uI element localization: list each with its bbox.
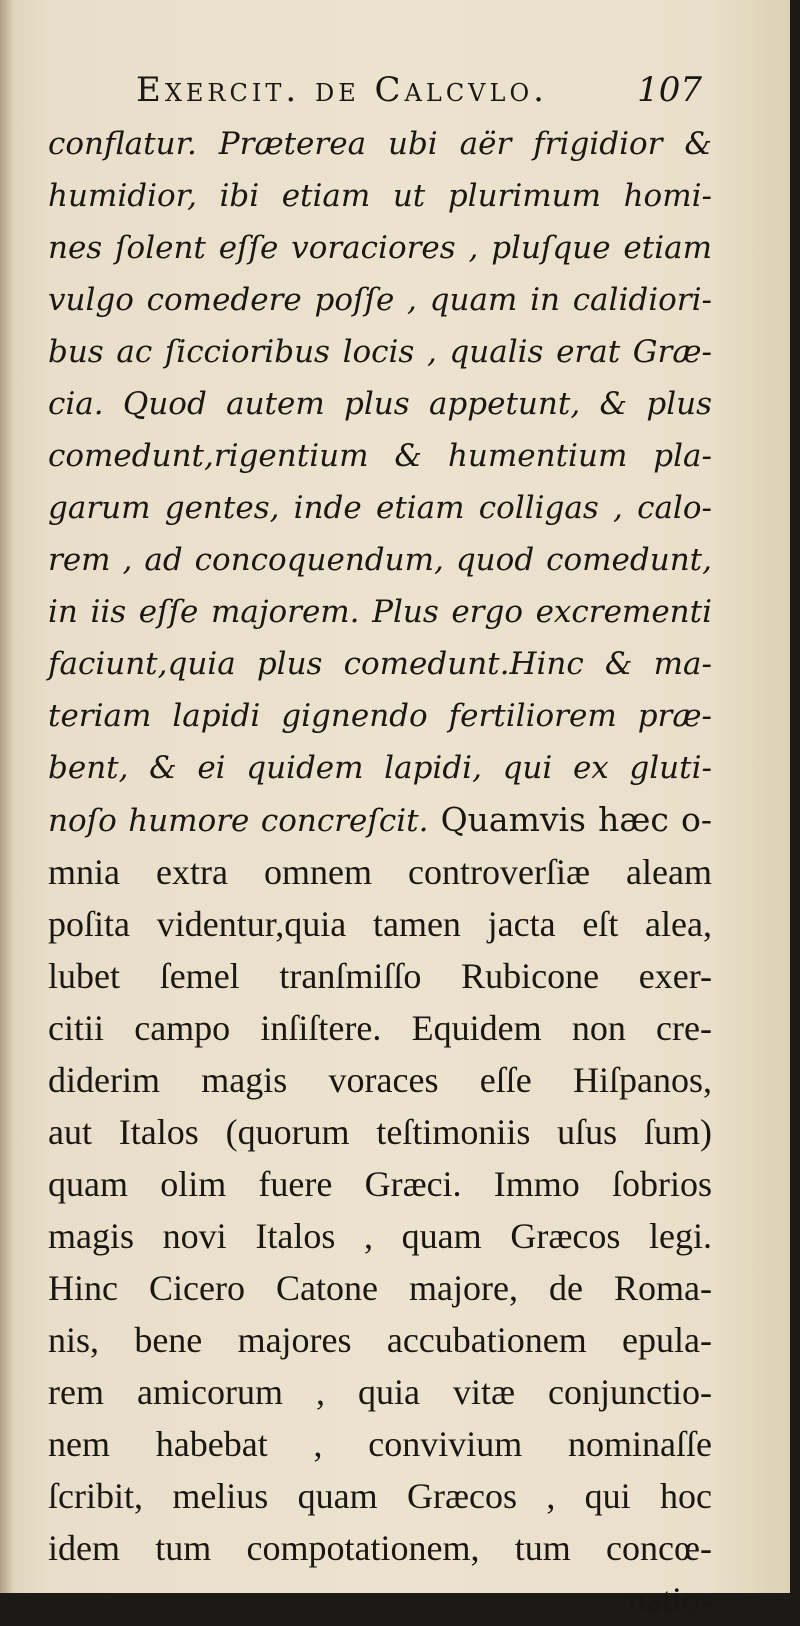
text-line: diderim magis voraces eſſe Hiſpanos, xyxy=(48,1060,712,1100)
text-line: poſita videntur,quia tamen jacta eſt alea, xyxy=(48,904,712,944)
text-line: comedunt,rigentium & humentium pla- xyxy=(48,438,712,474)
text-line: lubet ſemel tranſmiſſo Rubicone exer- xyxy=(48,956,712,996)
text-line: in iis eſſe majorem. Plus ergo excrementi xyxy=(48,594,712,630)
text-line: Hinc Cicero Catone majore, de Roma- xyxy=(48,1268,712,1308)
text-line: faciunt,quia plus comedunt.Hinc & ma- xyxy=(48,646,712,682)
text-line: rem , ad concoquendum, quod comedunt, xyxy=(48,542,712,578)
text-line: mnia extra omnem controverſiæ aleam xyxy=(48,852,712,892)
text-line: humidior, ibi etiam ut plurimum homi- xyxy=(48,178,712,214)
text-line: conflatur. Præterea ubi aër frigidior & xyxy=(48,126,712,162)
text-line: vulgo comedere poſſe , quam in calidiori- xyxy=(48,282,712,318)
text-line: garum gentes, inde etiam colligas , calo- xyxy=(48,490,712,526)
text-line: nis, bene majores accubationem epula- xyxy=(48,1320,712,1360)
roman-run: Quamvis hæc o- xyxy=(428,800,712,839)
text-line: nem habebat , convivium nominaſſe xyxy=(48,1424,712,1464)
running-head xyxy=(0,70,790,118)
text-line: cia. Quod autem plus appetunt, & plus xyxy=(48,386,712,422)
text-line: bus ac ſiccioribus locis , qualis erat Græ- xyxy=(48,334,712,370)
text-line: citii campo inſiſtere. Equidem non cre- xyxy=(48,1008,712,1048)
text-line: magis novi Italos , quam Græcos legi. xyxy=(48,1216,712,1256)
text-line: rem amicorum , quia vitæ conjunctio- xyxy=(48,1372,712,1412)
catchword: natio- xyxy=(628,1580,712,1620)
running-head-title: Exercit. de Calcvlo. xyxy=(136,70,548,110)
text-line: ſcribit, melius quam Græcos , qui hoc xyxy=(48,1476,712,1516)
text-line: quam olim fuere Græci. Immo ſobrios xyxy=(48,1164,712,1204)
page-number: 107 xyxy=(637,70,702,110)
body-text xyxy=(48,118,712,1626)
text-line: aut Italos (quorum teſtimoniis uſus ſum) xyxy=(48,1112,712,1152)
text-line: nes ſolent eſſe voraciores , pluſque etiam xyxy=(48,230,712,266)
text-line: idem tum compotationem, tum concœ- xyxy=(48,1528,712,1568)
text-line xyxy=(48,794,712,846)
text-line: bent, & ei quidem lapidi, qui ex gluti- xyxy=(48,750,712,786)
italic-run: noſo humore concreſcit. xyxy=(48,803,429,839)
gutter-shadow xyxy=(0,0,14,1593)
text-line: teriam lapidi gignendo fertiliorem præ- xyxy=(48,698,712,734)
